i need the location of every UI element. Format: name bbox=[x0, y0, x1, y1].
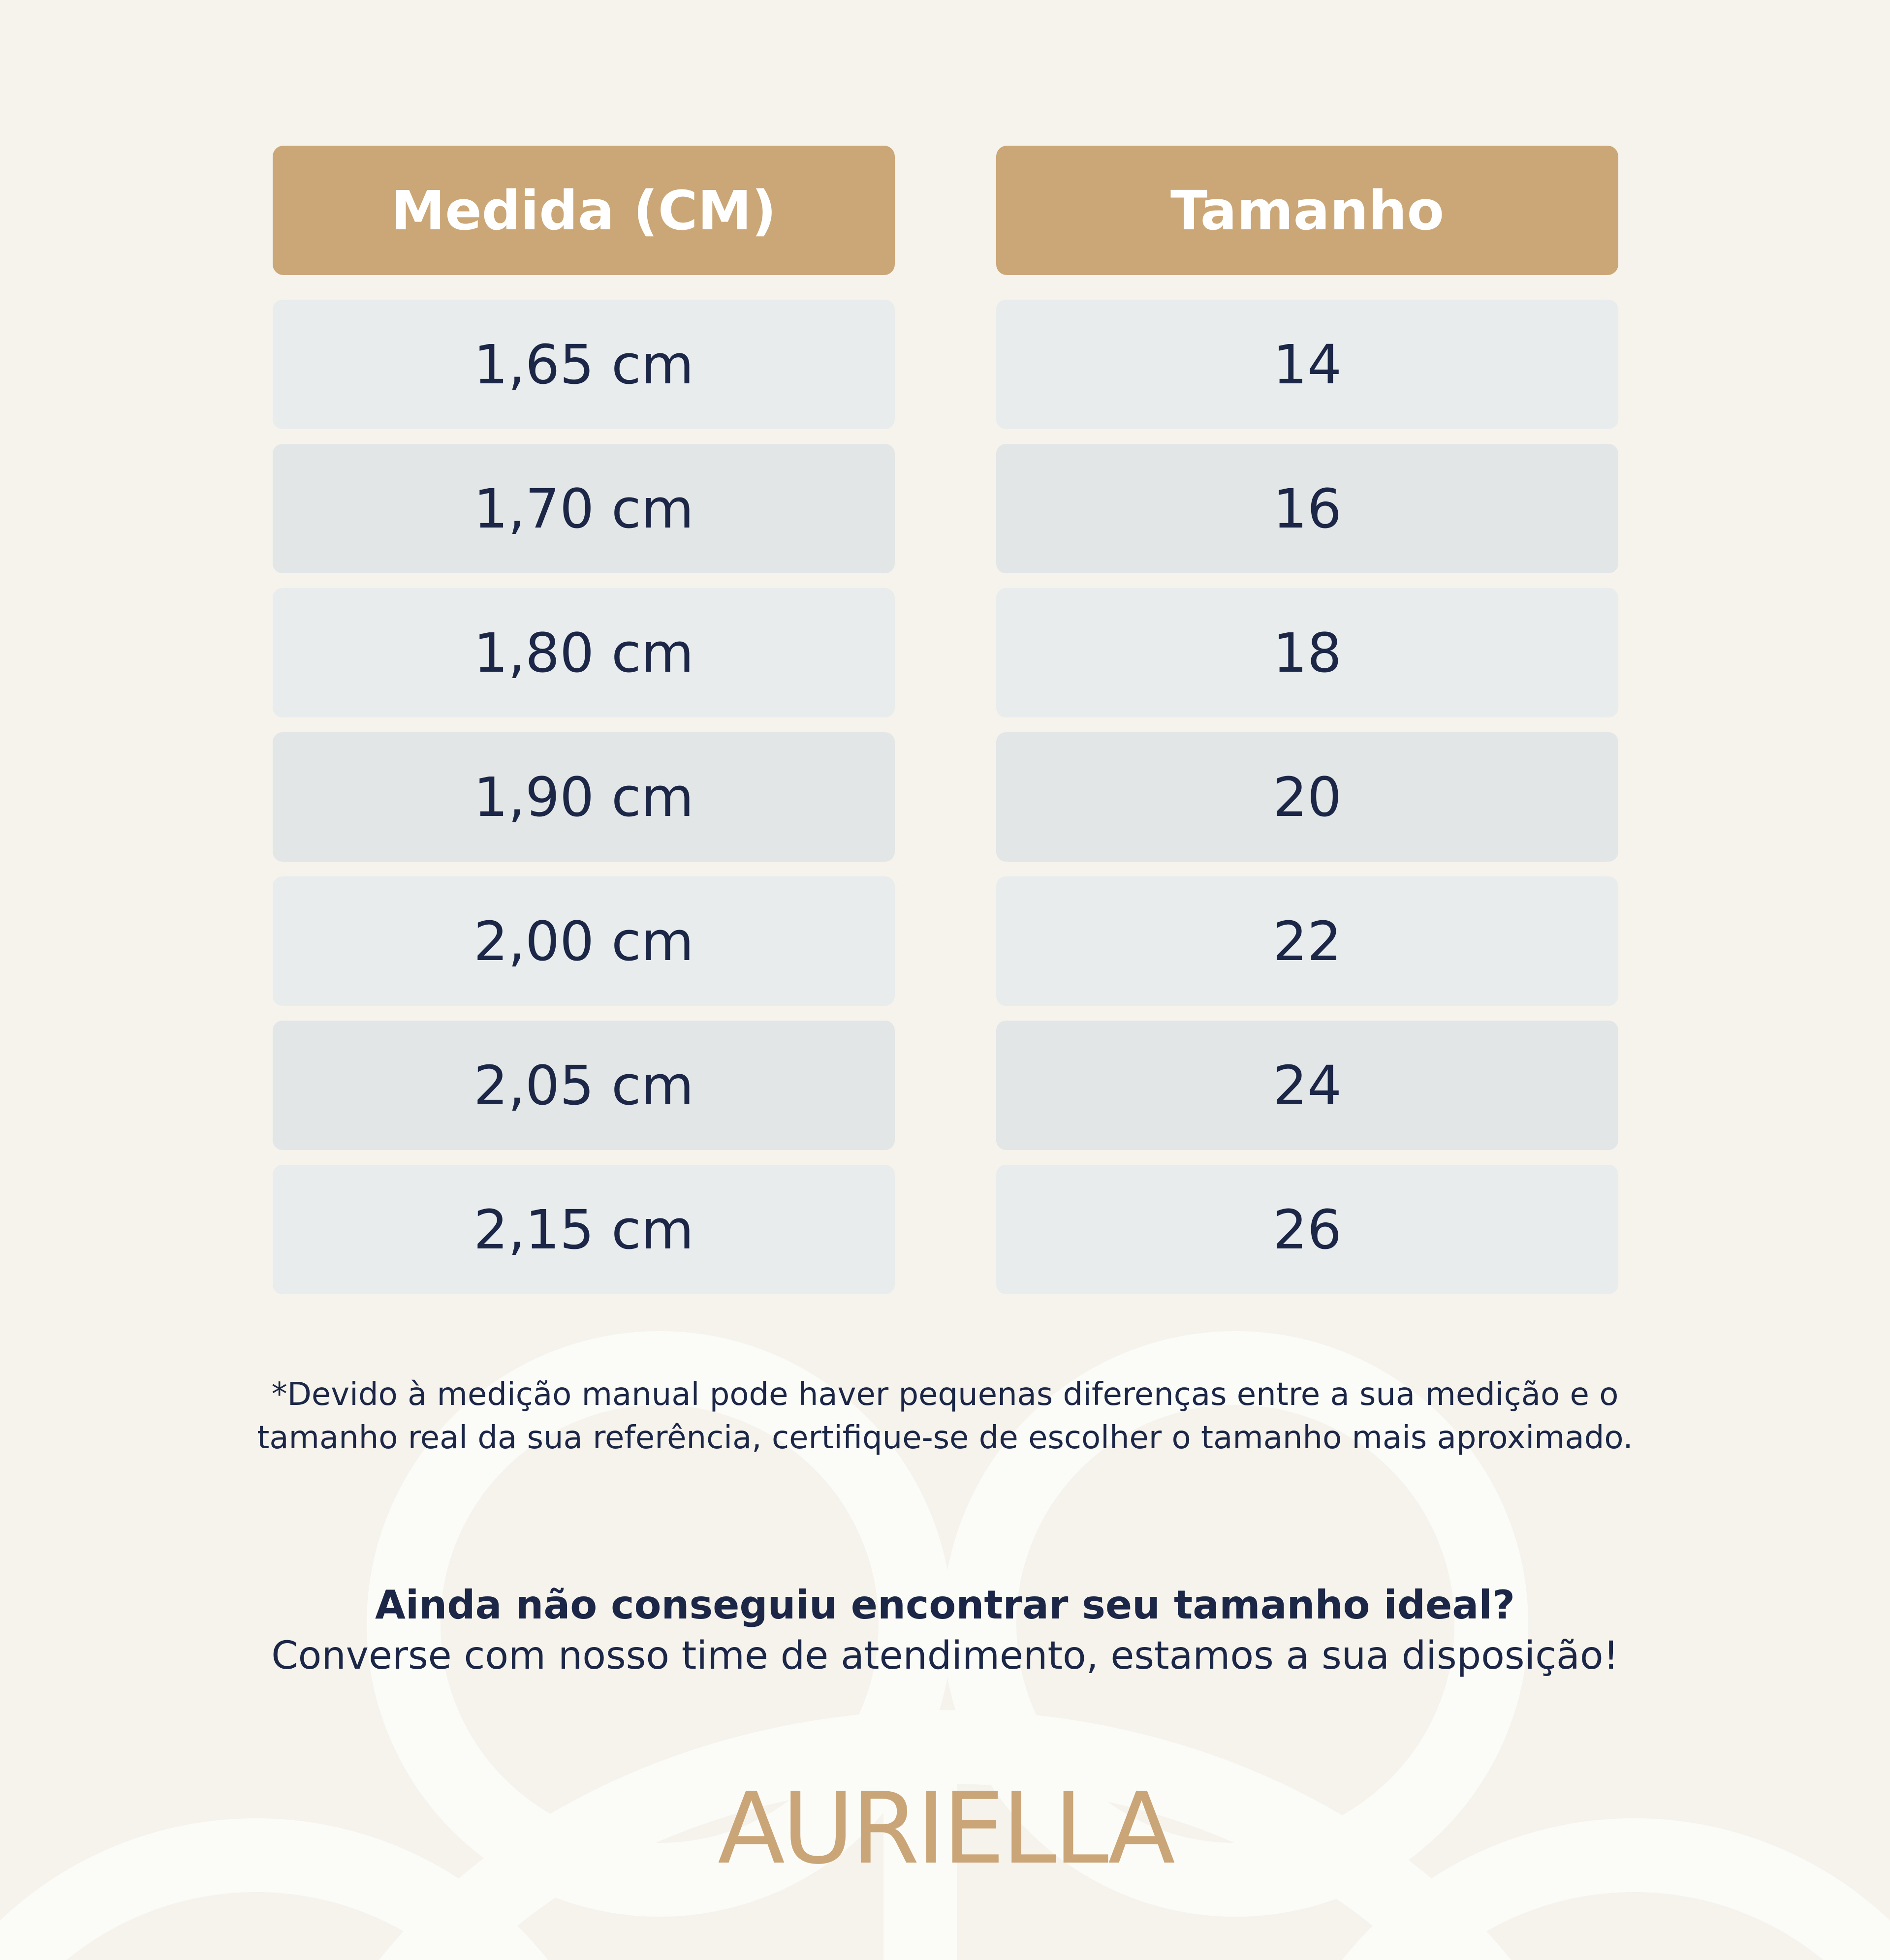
measure-column bbox=[273, 146, 895, 1309]
disclaimer-line-2: tamanho real da sua referência, certifique-se de escolher o tamanho mais aproximado. bbox=[257, 1420, 1633, 1456]
brand-logo: AURIELLA bbox=[718, 1772, 1172, 1886]
size-cell: 14 bbox=[996, 300, 1618, 429]
measure-cell: 2,05 cm bbox=[273, 1021, 895, 1150]
disclaimer-text bbox=[207, 1373, 1683, 1460]
size-cell: 22 bbox=[996, 876, 1618, 1006]
measure-header: Medida (CM) bbox=[273, 146, 895, 275]
size-cell: 26 bbox=[996, 1165, 1618, 1294]
size-cell: 16 bbox=[996, 444, 1618, 573]
size-cell: 24 bbox=[996, 1021, 1618, 1150]
measure-cell: 1,90 cm bbox=[273, 732, 895, 862]
size-rows bbox=[996, 300, 1618, 1294]
cta-text: Converse com nosso time de atendimento, estamos a sua disposição! bbox=[271, 1634, 1619, 1678]
measure-cell: 1,65 cm bbox=[273, 300, 895, 429]
size-cell: 20 bbox=[996, 732, 1618, 862]
size-header: Tamanho bbox=[996, 146, 1618, 275]
measure-cell: 1,80 cm bbox=[273, 588, 895, 717]
size-cell: 18 bbox=[996, 588, 1618, 717]
size-column bbox=[996, 146, 1618, 1309]
measure-cell: 2,15 cm bbox=[273, 1165, 895, 1294]
measure-rows bbox=[273, 300, 895, 1294]
disclaimer-line-1: *Devido à medição manual pode haver pequenas diferenças entre a sua medição e o bbox=[271, 1376, 1619, 1413]
measure-cell: 2,00 cm bbox=[273, 876, 895, 1006]
measure-cell: 1,70 cm bbox=[273, 444, 895, 573]
cta-title: Ainda não conseguiu encontrar seu tamanho ideal? bbox=[375, 1582, 1515, 1628]
